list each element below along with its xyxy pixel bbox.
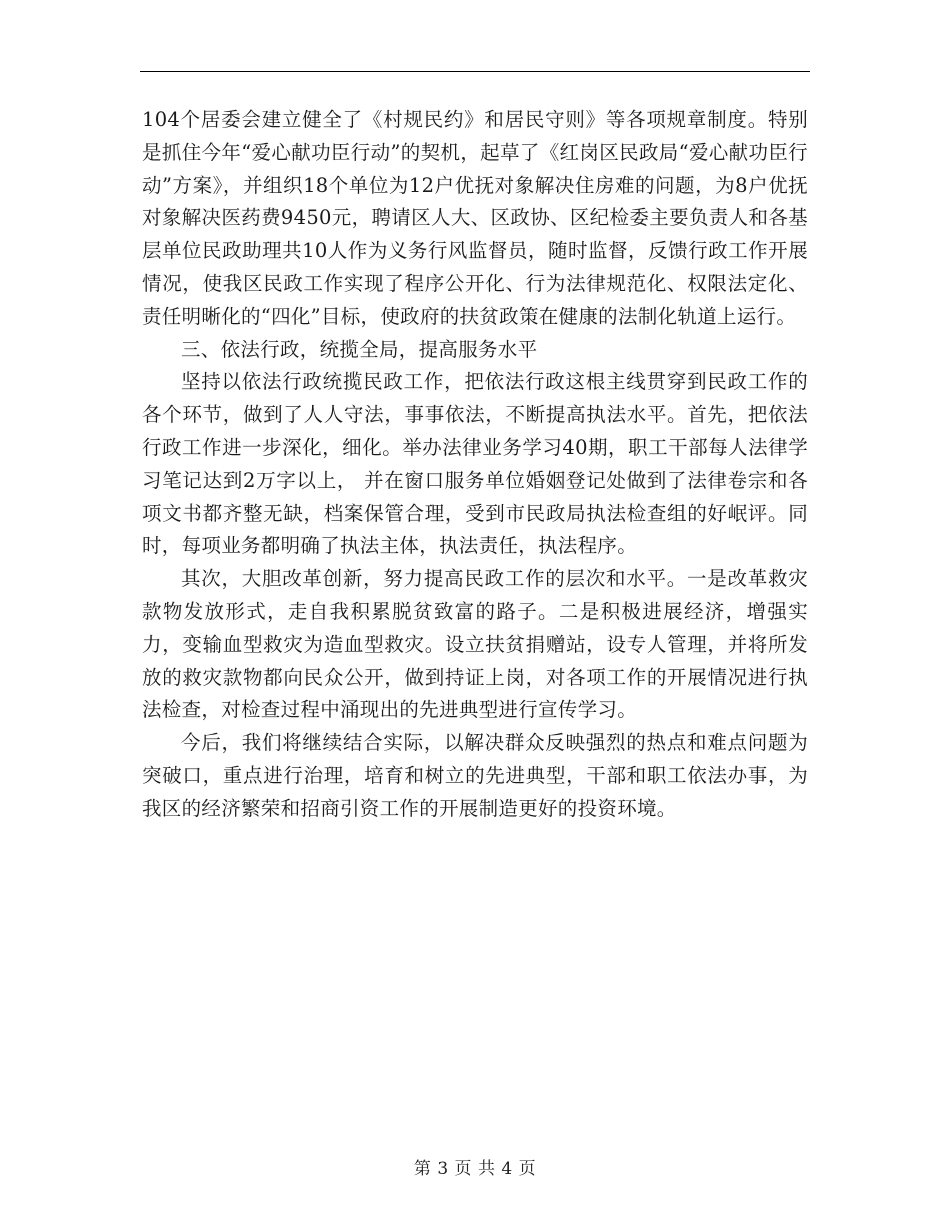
paragraph-continued: 104个居委会建立健全了《村规民约》和居民守则》等各项规章制度。特别是抓住今年“爱心献功臣行动”的契机，起草了《红岗区民政局“爱心献功臣行动”方案》，并组织18个单位为12户优抚对象解决住房难的问题，为8户优抚对象解决医药费9450元，聘请区人大、区政协、区纪检委主要负责人和各基层单位民政助理共10人作为义务行风监督员，随时监督，反馈行政工作开展情况，使我区民政工作实现了程序公开化、行为法律规范化、权限法定化、责任明晰化的“四化”目标，使政府的扶贫政策在健康的法制化轨道上运行。 (142, 108, 808, 328)
header-rule (140, 71, 810, 72)
paragraph: 其次，大胆改革创新，努力提高民政工作的层次和水平。一是改革救灾款物发放形式，走自我积累脱贫致富的路子。二是积极进展经济，增强实力，变输血型救灾为造血型救灾。设立扶贫捐赠站，设专人管理，并将所发放的救灾款物都向民众公开，做到持证上岗，对各项工作的开展情况进行执法检查，对检查过程中涌现出的先进典型进行宣传学习。 (142, 567, 808, 722)
section-heading: 三、依法行政，统揽全局，提高服务水平 (181, 337, 538, 361)
paragraph: 坚持以依法行政统揽民政工作，把依法行政这根主线贯穿到民政工作的各个环节，做到了人人守法，事事依法，不断提高执法水平。首先，把依法行政工作进一步深化，细化。举办法律业务学习40期，职工干部每人法律学习笔记达到2万字以上， 并在窗口服务单位婚姻登记处做到了法律卷宗和各项文书都齐整无缺，档案保管合理，受到市民政局执法检查组的好岷评。同时，每项业务都明确了执法主体，执法责任，执法程序。 (142, 370, 808, 558)
document-body (142, 104, 808, 826)
paragraph: 今后，我们将继续结合实际，以解决群众反映强烈的热点和难点问题为突破口，重点进行治理，培育和树立的先进典型，干部和职工依法办事，为我区的经济繁荣和招商引资工作的开展制造更好的投资环境。 (142, 731, 808, 820)
page-number-footer: 第 3 页 共 4 页 (413, 1159, 537, 1179)
